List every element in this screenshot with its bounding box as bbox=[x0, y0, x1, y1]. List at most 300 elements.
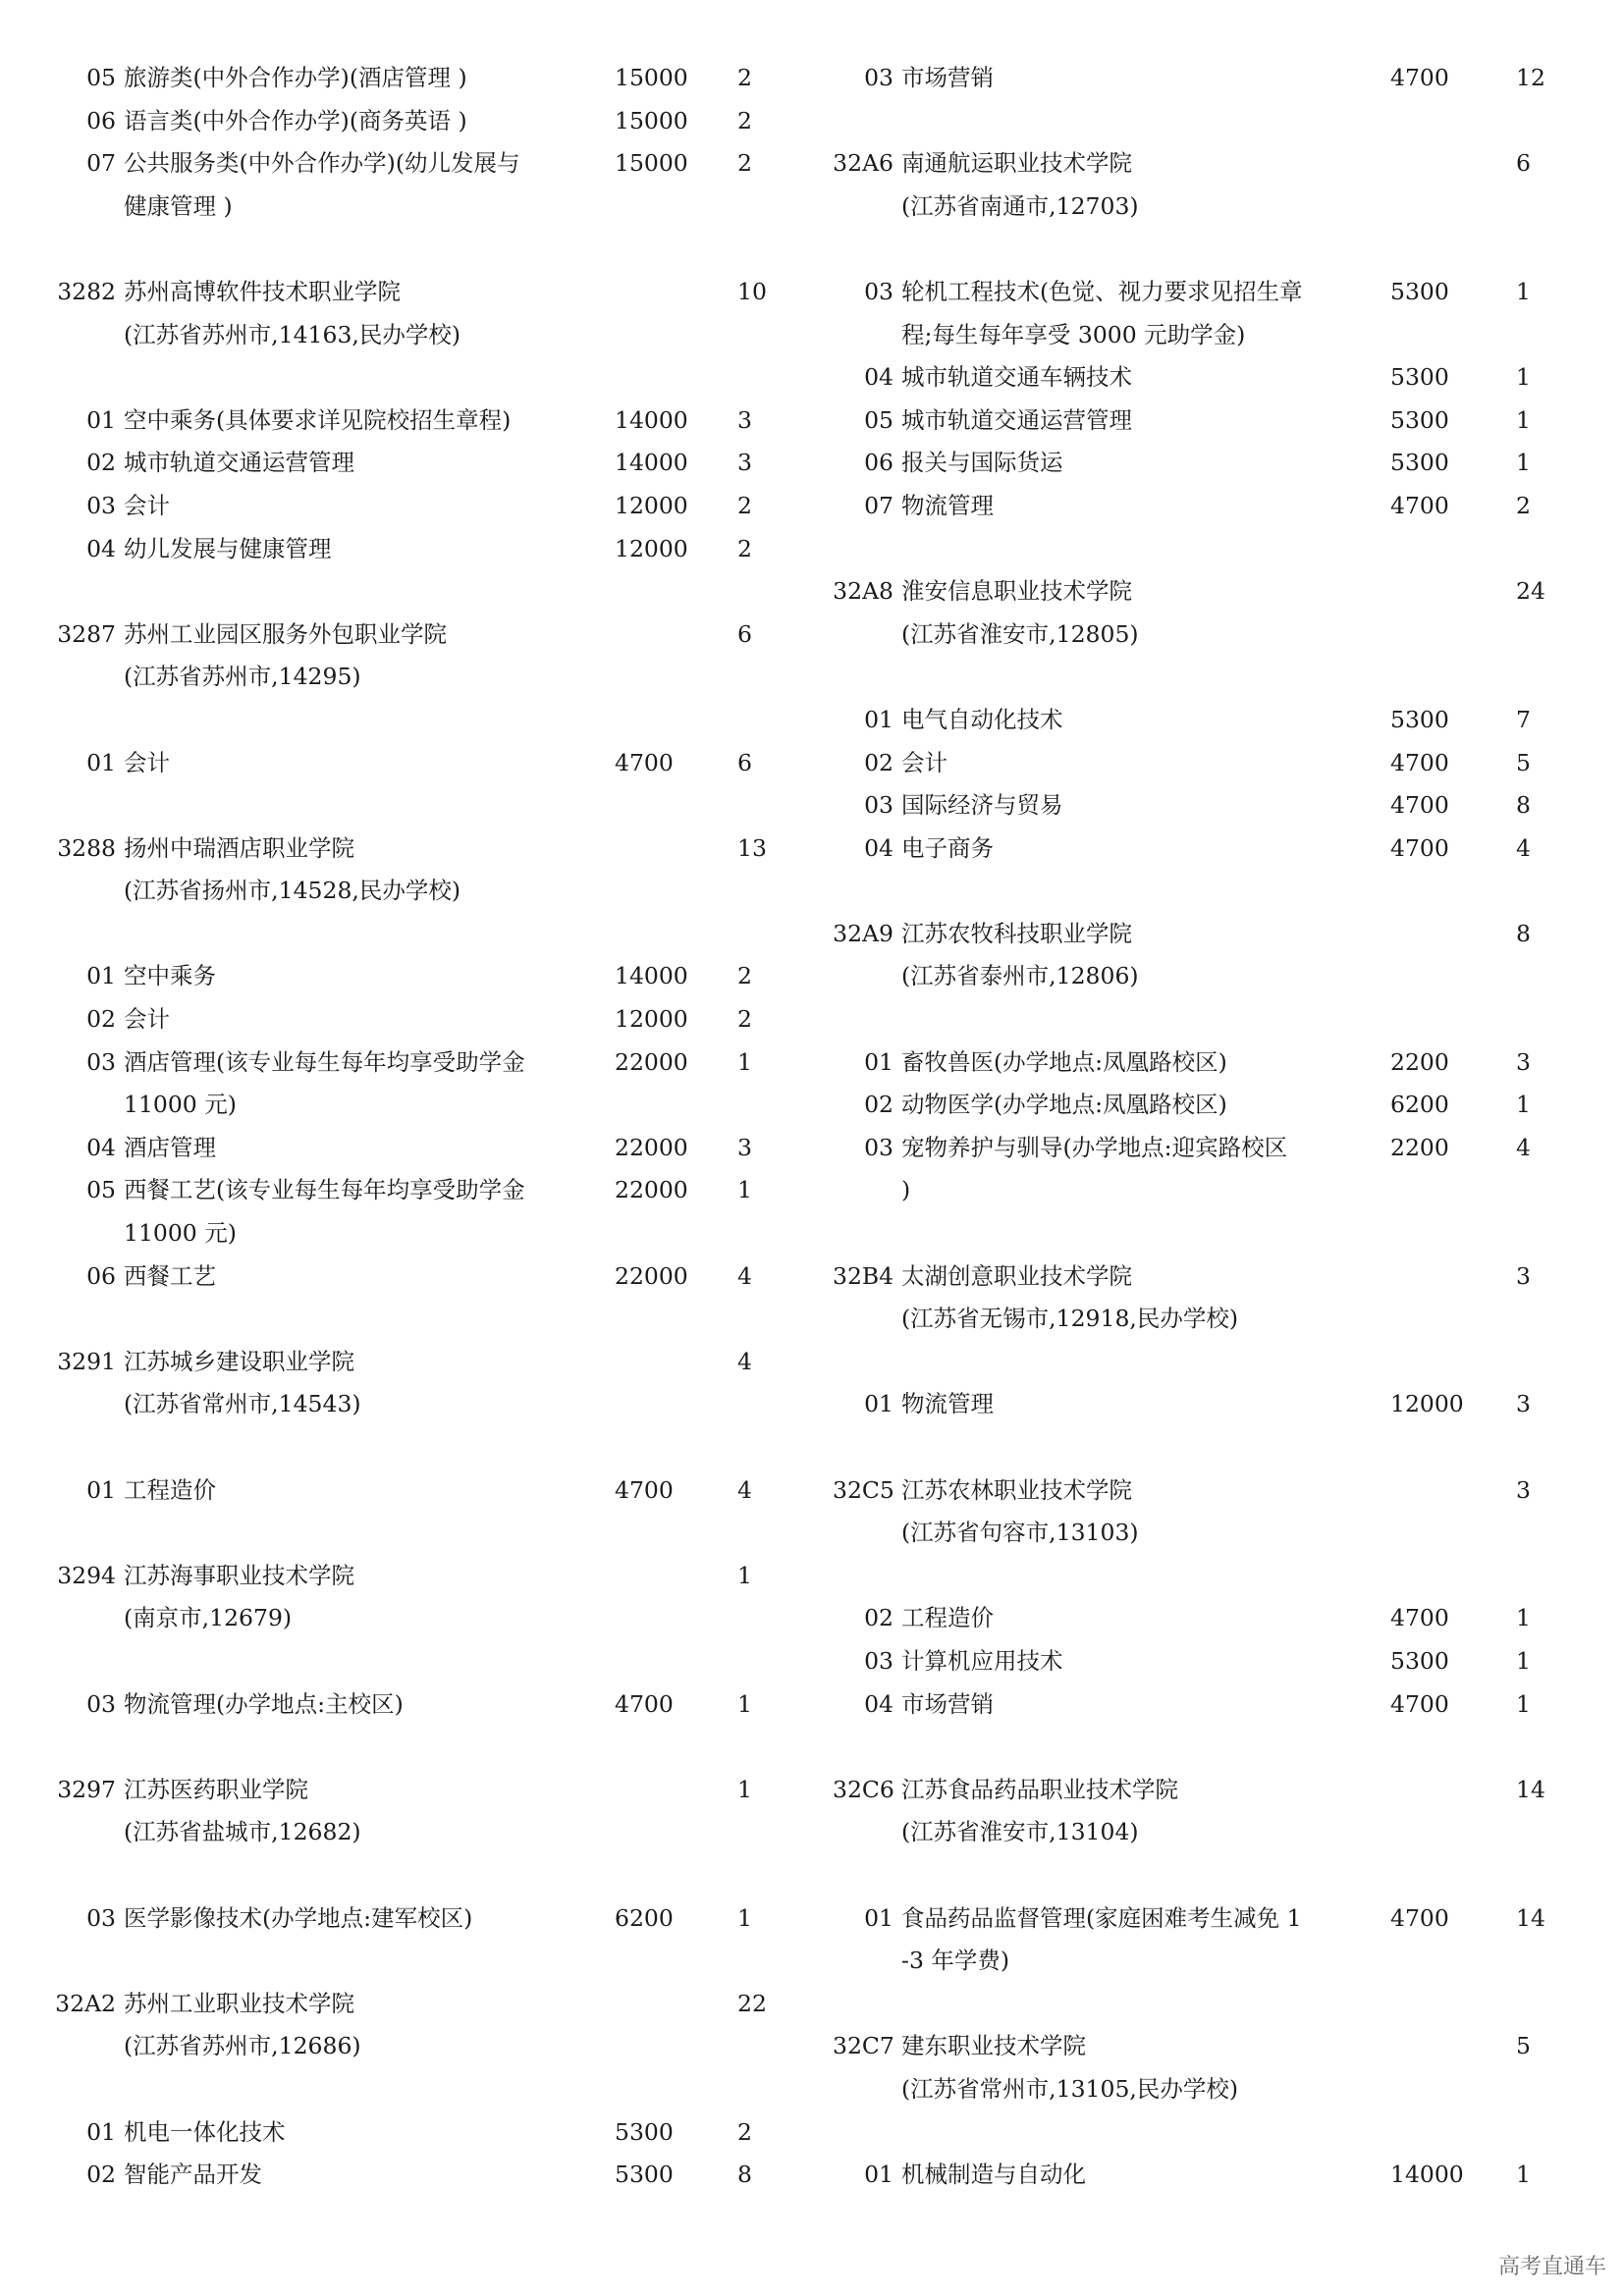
major-name: 市场营销 bbox=[901, 64, 994, 91]
major-row bbox=[55, 142, 782, 186]
major-name: 空中乘务(具体要求详见院校招生章程) bbox=[124, 405, 512, 434]
tuition-fee: 6200 bbox=[1390, 1091, 1449, 1119]
blank-line bbox=[833, 1854, 1559, 1897]
major-row bbox=[833, 400, 1559, 443]
continuation-row bbox=[833, 314, 1559, 357]
major-row bbox=[55, 400, 782, 443]
major-code: 01 bbox=[86, 1475, 116, 1504]
plan-count: 1 bbox=[1516, 405, 1531, 434]
plan-count: 22 bbox=[737, 1989, 767, 2017]
plan-count: 1 bbox=[737, 1561, 752, 1589]
continuation-text: 11000 元) bbox=[124, 1219, 237, 1248]
school-name: 江苏城乡建设职业学院 bbox=[124, 1347, 354, 1375]
blank-line bbox=[833, 1341, 1559, 1384]
major-code: 05 bbox=[864, 405, 893, 434]
continuation-row bbox=[55, 1212, 782, 1255]
blank-line bbox=[833, 100, 1559, 143]
continuation-row bbox=[833, 186, 1559, 229]
plan-count: 3 bbox=[1516, 1047, 1531, 1076]
tuition-fee: 15000 bbox=[615, 64, 688, 91]
major-code: 01 bbox=[864, 1903, 893, 1932]
plan-count: 13 bbox=[737, 833, 767, 862]
plan-count: 2 bbox=[737, 491, 752, 519]
continuation-row bbox=[833, 614, 1559, 657]
major-row bbox=[833, 485, 1559, 528]
tuition-fee: 4700 bbox=[1390, 1604, 1449, 1632]
blank-line bbox=[833, 656, 1559, 699]
tuition-fee: 4700 bbox=[1390, 833, 1449, 862]
plan-count: 1 bbox=[737, 1775, 752, 1803]
major-row bbox=[55, 1255, 782, 1299]
major-name: 空中乘务 bbox=[124, 962, 216, 990]
major-name: 轮机工程技术(色觉、视力要求见招生章 bbox=[901, 277, 1303, 305]
continuation-row bbox=[55, 870, 782, 913]
major-row bbox=[55, 528, 782, 571]
blank-line bbox=[833, 1212, 1559, 1255]
major-row bbox=[55, 1897, 782, 1941]
major-name: 医学影像技术(办学地点:建军校区) bbox=[124, 1903, 473, 1932]
major-code: 03 bbox=[86, 1689, 116, 1718]
tuition-fee: 4700 bbox=[1390, 1903, 1449, 1932]
major-name: 公共服务类(中外合作办学)(幼儿发展与 bbox=[124, 149, 520, 178]
school-code: 3282 bbox=[57, 277, 116, 305]
major-name: 酒店管理(该专业每生每年均享受助学金 bbox=[124, 1047, 525, 1076]
blank-line bbox=[833, 1555, 1559, 1598]
plan-count: 3 bbox=[737, 1133, 752, 1161]
plan-count: 2 bbox=[737, 149, 752, 178]
plan-count: 10 bbox=[737, 277, 767, 305]
major-name: 酒店管理 bbox=[124, 1133, 216, 1161]
right-column bbox=[833, 57, 1559, 2197]
continuation-text: 11000 元) bbox=[124, 1091, 237, 1119]
tuition-fee: 4700 bbox=[1390, 748, 1449, 776]
major-name: 宠物养护与驯导(办学地点:迎宾路校区 bbox=[901, 1133, 1288, 1161]
major-name: 会计 bbox=[124, 1005, 170, 1034]
major-name: 物流管理 bbox=[901, 1390, 994, 1418]
left-column bbox=[55, 57, 782, 2197]
plan-count: 2 bbox=[737, 534, 752, 562]
school-row bbox=[833, 1469, 1559, 1513]
major-row bbox=[833, 784, 1559, 828]
blank-line bbox=[55, 1940, 782, 1983]
continuation-text: (江苏省苏州市,14295) bbox=[124, 663, 361, 691]
blank-line bbox=[833, 1726, 1559, 1769]
major-row bbox=[55, 1469, 782, 1513]
major-name: 市场营销 bbox=[901, 1689, 994, 1718]
continuation-row bbox=[55, 186, 782, 229]
major-row bbox=[55, 2154, 782, 2197]
plan-count: 2 bbox=[737, 64, 752, 91]
tuition-fee: 12000 bbox=[1390, 1390, 1464, 1418]
school-code: 32C5 bbox=[833, 1475, 894, 1504]
tuition-fee: 6200 bbox=[615, 1903, 674, 1932]
school-row bbox=[833, 1769, 1559, 1812]
major-code: 02 bbox=[864, 1604, 893, 1632]
plan-count: 6 bbox=[1516, 149, 1531, 178]
major-row bbox=[833, 57, 1559, 100]
continuation-row bbox=[55, 2025, 782, 2068]
school-name: 江苏食品药品职业技术学院 bbox=[901, 1775, 1178, 1803]
tuition-fee: 14000 bbox=[615, 449, 688, 477]
continuation-text: (江苏省扬州市,14528,民办学校) bbox=[124, 877, 461, 905]
major-code: 05 bbox=[86, 64, 116, 91]
major-code: 01 bbox=[86, 748, 116, 776]
plan-count: 4 bbox=[737, 1475, 752, 1504]
major-code: 02 bbox=[864, 1091, 893, 1119]
plan-count: 4 bbox=[737, 1261, 752, 1290]
plan-count: 1 bbox=[1516, 1646, 1531, 1675]
continuation-text: (江苏省无锡市,12918,民办学校) bbox=[901, 1305, 1239, 1333]
tuition-fee: 5300 bbox=[1390, 705, 1449, 733]
plan-count: 3 bbox=[1516, 1390, 1531, 1418]
major-row bbox=[833, 442, 1559, 485]
tuition-fee: 5300 bbox=[1390, 449, 1449, 477]
continuation-text: (江苏省泰州市,12806) bbox=[901, 962, 1139, 990]
blank-line bbox=[55, 1640, 782, 1683]
school-code: 3287 bbox=[57, 619, 116, 648]
blank-line bbox=[55, 1726, 782, 1769]
major-name: 动物医学(办学地点:凤凰路校区) bbox=[901, 1091, 1227, 1119]
major-code: 03 bbox=[864, 277, 893, 305]
continuation-row bbox=[833, 1940, 1559, 1983]
major-name: 物流管理(办学地点:主校区) bbox=[124, 1689, 404, 1718]
major-code: 04 bbox=[86, 1133, 116, 1161]
major-row bbox=[55, 1127, 782, 1170]
tuition-fee: 4700 bbox=[1390, 791, 1449, 820]
blank-line bbox=[833, 1983, 1559, 2026]
blank-line bbox=[833, 228, 1559, 271]
major-name: 食品药品监督管理(家庭困难考生减免 1 bbox=[901, 1903, 1302, 1932]
major-name: 幼儿发展与健康管理 bbox=[124, 534, 332, 562]
blank-line bbox=[55, 570, 782, 614]
plan-count: 1 bbox=[1516, 449, 1531, 477]
tuition-fee: 14000 bbox=[615, 405, 688, 434]
major-code: 01 bbox=[864, 1047, 893, 1076]
school-code: 3294 bbox=[57, 1561, 116, 1589]
plan-count: 2 bbox=[1516, 491, 1531, 519]
school-name: 苏州工业园区服务外包职业学院 bbox=[124, 619, 447, 648]
major-code: 02 bbox=[86, 449, 116, 477]
school-row bbox=[55, 614, 782, 657]
school-name: 江苏农林职业技术学院 bbox=[901, 1475, 1132, 1504]
continuation-text: (江苏省苏州市,14163,民办学校) bbox=[124, 320, 461, 348]
plan-count: 2 bbox=[737, 962, 752, 990]
blank-line bbox=[55, 356, 782, 400]
plan-count: 7 bbox=[1516, 705, 1531, 733]
tuition-fee: 4700 bbox=[615, 748, 674, 776]
major-row bbox=[833, 699, 1559, 742]
major-code: 01 bbox=[86, 2117, 116, 2146]
major-name: 城市轨道交通运营管理 bbox=[124, 449, 354, 477]
major-name: 会计 bbox=[124, 748, 170, 776]
blank-line bbox=[833, 2111, 1559, 2155]
major-code: 01 bbox=[86, 962, 116, 990]
major-row bbox=[833, 828, 1559, 871]
plan-count: 4 bbox=[737, 1347, 752, 1375]
major-code: 01 bbox=[864, 1390, 893, 1418]
plan-count: 2 bbox=[737, 106, 752, 134]
plan-count: 5 bbox=[1516, 748, 1531, 776]
major-row bbox=[55, 1683, 782, 1727]
plan-count: 8 bbox=[737, 2161, 752, 2189]
major-name: 国际经济与贸易 bbox=[901, 791, 1063, 820]
major-row bbox=[55, 100, 782, 143]
major-row bbox=[833, 1383, 1559, 1426]
major-row bbox=[833, 1084, 1559, 1127]
plan-count: 1 bbox=[1516, 277, 1531, 305]
school-name: 建东职业技术学院 bbox=[901, 2032, 1086, 2060]
school-row bbox=[833, 1255, 1559, 1299]
major-row bbox=[833, 1897, 1559, 1941]
continuation-row bbox=[55, 1084, 782, 1127]
tuition-fee: 4700 bbox=[1390, 1689, 1449, 1718]
blank-line bbox=[55, 1426, 782, 1469]
school-row bbox=[55, 271, 782, 314]
major-name: 工程造价 bbox=[124, 1475, 216, 1504]
major-row bbox=[55, 955, 782, 998]
school-code: 32B4 bbox=[833, 1261, 894, 1290]
plan-count: 3 bbox=[737, 449, 752, 477]
continuation-text: (江苏省句容市,13103) bbox=[901, 1519, 1139, 1547]
major-code: 07 bbox=[864, 491, 893, 519]
tuition-fee: 4700 bbox=[1390, 491, 1449, 519]
continuation-text: (江苏省南通市,12703) bbox=[901, 191, 1139, 220]
major-name: 机电一体化技术 bbox=[124, 2117, 286, 2146]
plan-count: 2 bbox=[737, 1005, 752, 1034]
major-row bbox=[55, 1169, 782, 1212]
major-name: 城市轨道交通车辆技术 bbox=[901, 363, 1132, 392]
major-name: 电气自动化技术 bbox=[901, 705, 1063, 733]
tuition-fee: 12000 bbox=[615, 491, 688, 519]
tuition-fee: 5300 bbox=[615, 2117, 674, 2146]
school-name: 南通航运职业技术学院 bbox=[901, 149, 1132, 178]
blank-line bbox=[55, 913, 782, 956]
school-row bbox=[833, 570, 1559, 614]
tuition-fee: 22000 bbox=[615, 1047, 688, 1076]
tuition-fee: 14000 bbox=[1390, 2161, 1464, 2189]
school-code: 32A9 bbox=[833, 919, 893, 947]
major-code: 02 bbox=[864, 748, 893, 776]
major-code: 06 bbox=[86, 106, 116, 134]
school-name: 江苏农牧科技职业学院 bbox=[901, 919, 1132, 947]
major-row bbox=[833, 356, 1559, 400]
continuation-text: (江苏省淮安市,12805) bbox=[901, 619, 1139, 648]
major-row bbox=[55, 742, 782, 785]
school-code: 32C6 bbox=[833, 1775, 894, 1803]
continuation-text: ) bbox=[901, 1176, 911, 1204]
plan-count: 8 bbox=[1516, 919, 1531, 947]
school-code: 32C7 bbox=[833, 2032, 894, 2060]
continuation-text: (江苏省盐城市,12682) bbox=[124, 1818, 361, 1846]
school-row bbox=[833, 2025, 1559, 2068]
tuition-fee: 12000 bbox=[615, 1005, 688, 1034]
plan-count: 3 bbox=[737, 405, 752, 434]
major-name: 机械制造与自动化 bbox=[901, 2161, 1086, 2189]
major-name: 工程造价 bbox=[901, 1604, 994, 1632]
major-code: 05 bbox=[86, 1176, 116, 1204]
continuation-row bbox=[833, 1298, 1559, 1341]
tuition-fee: 5300 bbox=[1390, 363, 1449, 392]
major-code: 04 bbox=[864, 833, 893, 862]
school-row bbox=[833, 142, 1559, 186]
tuition-fee: 22000 bbox=[615, 1176, 688, 1204]
tuition-fee: 15000 bbox=[615, 106, 688, 134]
major-code: 04 bbox=[864, 1689, 893, 1718]
tuition-fee: 4700 bbox=[1390, 64, 1449, 91]
tuition-fee: 5300 bbox=[615, 2161, 674, 2189]
blank-line bbox=[55, 228, 782, 271]
school-row bbox=[55, 1983, 782, 2026]
plan-count: 6 bbox=[737, 748, 752, 776]
tuition-fee: 12000 bbox=[615, 534, 688, 562]
continuation-text: 程;每生每年享受 3000 元助学金) bbox=[901, 320, 1246, 348]
plan-count: 12 bbox=[1516, 64, 1545, 91]
plan-count: 1 bbox=[1516, 1091, 1531, 1119]
major-row bbox=[55, 57, 782, 100]
major-code: 03 bbox=[864, 791, 893, 820]
continuation-row bbox=[833, 1811, 1559, 1854]
continuation-text: (江苏省常州市,13105,民办学校) bbox=[901, 2074, 1239, 2103]
major-row bbox=[55, 442, 782, 485]
plan-count: 1 bbox=[737, 1903, 752, 1932]
tuition-fee: 4700 bbox=[615, 1475, 674, 1504]
major-row bbox=[833, 1640, 1559, 1683]
major-code: 03 bbox=[864, 1133, 893, 1161]
school-row bbox=[55, 828, 782, 871]
tuition-fee: 4700 bbox=[615, 1689, 674, 1718]
school-name: 扬州中瑞酒店职业学院 bbox=[124, 833, 354, 862]
school-code: 3291 bbox=[57, 1347, 116, 1375]
plan-count: 4 bbox=[1516, 833, 1531, 862]
blank-line bbox=[55, 784, 782, 828]
major-code: 03 bbox=[86, 1047, 116, 1076]
major-code: 02 bbox=[86, 1005, 116, 1034]
plan-count: 1 bbox=[1516, 2161, 1531, 2189]
plan-count: 24 bbox=[1516, 577, 1545, 606]
plan-count: 1 bbox=[1516, 1604, 1531, 1632]
school-row bbox=[55, 1769, 782, 1812]
major-name: 会计 bbox=[901, 748, 947, 776]
continuation-text: 健康管理 ) bbox=[124, 191, 233, 220]
plan-count: 6 bbox=[737, 619, 752, 648]
blank-line bbox=[55, 1854, 782, 1897]
school-code: 32A2 bbox=[55, 1989, 116, 2017]
major-name: 旅游类(中外合作办学)(酒店管理 ) bbox=[124, 64, 467, 91]
major-name: 会计 bbox=[124, 491, 170, 519]
continuation-row bbox=[833, 2068, 1559, 2111]
blank-line bbox=[55, 1512, 782, 1555]
major-name: 电子商务 bbox=[901, 833, 994, 862]
plan-count: 3 bbox=[1516, 1261, 1531, 1290]
school-code: 32A8 bbox=[833, 577, 893, 606]
tuition-fee: 5300 bbox=[1390, 1646, 1449, 1675]
major-name: 畜牧兽医(办学地点:凤凰路校区) bbox=[901, 1047, 1227, 1076]
continuation-row bbox=[55, 1811, 782, 1854]
continuation-text: (江苏省淮安市,13104) bbox=[901, 1818, 1139, 1846]
school-code: 32A6 bbox=[833, 149, 893, 178]
continuation-row bbox=[833, 1512, 1559, 1555]
tuition-fee: 2200 bbox=[1390, 1133, 1449, 1161]
school-name: 太湖创意职业技术学院 bbox=[901, 1261, 1132, 1290]
school-name: 苏州工业职业技术学院 bbox=[124, 1989, 354, 2017]
major-code: 07 bbox=[86, 149, 116, 178]
major-row bbox=[833, 1683, 1559, 1727]
continuation-text: (江苏省苏州市,12686) bbox=[124, 2032, 361, 2060]
major-code: 03 bbox=[86, 491, 116, 519]
plan-count: 1 bbox=[1516, 1689, 1531, 1718]
school-name: 江苏海事职业技术学院 bbox=[124, 1561, 354, 1589]
tuition-fee: 15000 bbox=[615, 149, 688, 178]
major-code: 04 bbox=[864, 363, 893, 392]
continuation-text: (江苏省常州市,14543) bbox=[124, 1390, 361, 1418]
blank-line bbox=[833, 1426, 1559, 1469]
major-code: 04 bbox=[86, 534, 116, 562]
major-name: 西餐工艺 bbox=[124, 1261, 216, 1290]
school-row bbox=[55, 1341, 782, 1384]
continuation-row bbox=[833, 955, 1559, 998]
major-code: 01 bbox=[86, 405, 116, 434]
tuition-fee: 5300 bbox=[1390, 277, 1449, 305]
major-row bbox=[55, 998, 782, 1041]
major-code: 03 bbox=[864, 1646, 893, 1675]
major-name: 计算机应用技术 bbox=[901, 1646, 1063, 1675]
plan-count: 8 bbox=[1516, 791, 1531, 820]
blank-line bbox=[833, 998, 1559, 1041]
continuation-text: (南京市,12679) bbox=[124, 1604, 293, 1632]
major-code: 03 bbox=[86, 1903, 116, 1932]
plan-count: 14 bbox=[1516, 1903, 1545, 1932]
major-row bbox=[833, 1041, 1559, 1085]
major-row bbox=[833, 271, 1559, 314]
school-row bbox=[833, 913, 1559, 956]
plan-count: 1 bbox=[737, 1047, 752, 1076]
major-code: 06 bbox=[864, 449, 893, 477]
blank-line bbox=[833, 870, 1559, 913]
major-name: 西餐工艺(该专业每生每年均享受助学金 bbox=[124, 1176, 525, 1204]
tuition-fee: 22000 bbox=[615, 1261, 688, 1290]
plan-count: 1 bbox=[1516, 363, 1531, 392]
school-code: 3297 bbox=[57, 1775, 116, 1803]
tuition-fee: 22000 bbox=[615, 1133, 688, 1161]
plan-count: 14 bbox=[1516, 1775, 1545, 1803]
major-code: 02 bbox=[86, 2161, 116, 2189]
school-name: 江苏医药职业学院 bbox=[124, 1775, 308, 1803]
plan-count: 1 bbox=[737, 1689, 752, 1718]
major-row bbox=[55, 485, 782, 528]
major-row bbox=[833, 742, 1559, 785]
major-row bbox=[55, 2111, 782, 2155]
major-code: 01 bbox=[864, 705, 893, 733]
school-name: 淮安信息职业技术学院 bbox=[901, 577, 1132, 606]
continuation-row bbox=[833, 1169, 1559, 1212]
continuation-row bbox=[55, 656, 782, 699]
tuition-fee: 2200 bbox=[1390, 1047, 1449, 1076]
continuation-row bbox=[55, 1597, 782, 1640]
major-name: 物流管理 bbox=[901, 491, 994, 519]
blank-line bbox=[55, 1298, 782, 1341]
blank-line bbox=[55, 699, 782, 742]
plan-count: 3 bbox=[1516, 1475, 1531, 1504]
major-name: 语言类(中外合作办学)(商务英语 ) bbox=[124, 106, 467, 134]
major-row bbox=[833, 1597, 1559, 1640]
continuation-row bbox=[55, 314, 782, 357]
plan-count: 4 bbox=[1516, 1133, 1531, 1161]
watermark: 高考直通车 bbox=[1497, 2255, 1606, 2279]
major-name: 城市轨道交通运营管理 bbox=[901, 405, 1132, 434]
major-code: 03 bbox=[864, 64, 893, 91]
major-name: 报关与国际货运 bbox=[901, 449, 1063, 477]
major-code: 01 bbox=[864, 2161, 893, 2189]
